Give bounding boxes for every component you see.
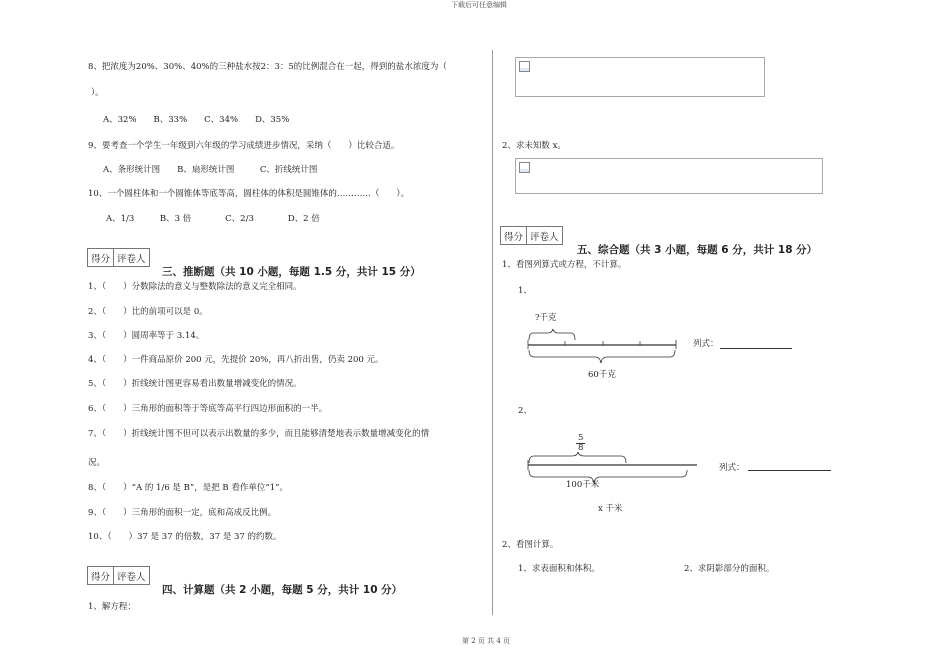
section-5-title: 五、综合题（共 3 小题，每题 6 分，共计 18 分） <box>577 244 818 256</box>
score-box-3 <box>87 248 150 267</box>
problem-2-1: 1、求表面积和体积。 <box>518 564 600 574</box>
diagram-1-bottom-label: 60千克 <box>588 370 616 380</box>
problem-1: 1、看图列算式或方程，不计算。 <box>502 260 627 270</box>
score-box-5 <box>500 226 563 245</box>
equation-image-placeholder <box>515 158 823 194</box>
diagram-1-answer-line <box>720 348 792 349</box>
diagram-2-formula-label: 列式： <box>719 463 745 473</box>
question-8-options: A、32% B、33% C、34% D、35% <box>103 115 290 125</box>
page-footer: 第 2 页 共 4 页 <box>462 637 511 645</box>
broken-image-icon <box>519 61 530 72</box>
grader-label: 评卷人 <box>113 567 149 584</box>
judge-item: 6、（ ）三角形的面积等于等底等高平行四边形面积的一半。 <box>88 404 328 414</box>
calc-2: 2、求未知数 x。 <box>502 141 566 151</box>
section-4-title: 四、计算题（共 2 小题，每题 5 分，共计 10 分） <box>162 584 403 596</box>
judge-item: 3、（ ）圆周率等于 3.14。 <box>88 331 205 341</box>
problem-1-1: 1、 <box>518 286 532 296</box>
score-label: 得分 <box>91 253 111 265</box>
equation-image-placeholder <box>515 57 765 97</box>
grader-label: 评卷人 <box>113 249 149 266</box>
judge-item: 2、（ ）比的前项可以是 0。 <box>88 307 208 317</box>
fraction-numerator: 5 <box>578 433 584 443</box>
calc-1: 1、解方程： <box>88 602 136 612</box>
segment-diagram-2 <box>520 450 700 495</box>
question-9-options: A、条形统计图 B、扇形统计图 C、折线统计图 <box>103 165 318 175</box>
judge-item: 5、（ ）折线统计图更容易看出数量增减变化的情况。 <box>88 379 302 389</box>
question-9: 9、要考查一个学生一年级到六年级的学习成绩进步情况，采纳（ ）比较合适。 <box>88 141 400 151</box>
score-box-4 <box>87 566 150 585</box>
diagram-2-bottom-label: x 千米 <box>598 504 623 514</box>
score-label: 得分 <box>504 231 524 243</box>
header-note: 下载后可任意编辑 <box>451 1 507 9</box>
judge-item: 1、（ ）分数除法的意义与整数除法的意义完全相同。 <box>88 282 302 292</box>
diagram-2-answer-line <box>748 470 831 471</box>
grader-label: 评卷人 <box>526 227 562 244</box>
judge-item-cont: 况。 <box>88 458 106 468</box>
problem-2-2: 2、求阴影部分的面积。 <box>684 564 775 574</box>
diagram-1-top-label: ?千克 <box>535 313 557 323</box>
question-10-options: A、1/3 B、3 倍 C、2/3 D、2 倍 <box>106 214 320 224</box>
broken-image-icon <box>519 162 530 173</box>
judge-item: 10、（ ）37 是 37 的倍数，37 是 37 的约数。 <box>88 532 282 542</box>
question-8: 8、把浓度为20%、30%、40%的三种盐水按2：3：5的比例混合在一起，得到的盐水浓度为（ <box>88 62 447 72</box>
diagram-2-mid-label: 100千米 <box>566 480 600 490</box>
problem-1-2: 2、 <box>518 406 532 416</box>
judge-item: 8、（ ）“A 的 1/6 是 B”，是把 B 看作单位“1”。 <box>88 483 288 493</box>
column-divider <box>492 50 493 615</box>
problem-2: 2、看图计算。 <box>502 540 559 550</box>
question-8-cont: ）。 <box>91 88 104 98</box>
fraction-denominator: 8 <box>578 443 584 453</box>
section-3-title: 三、推断题（共 10 小题，每题 1.5 分，共计 15 分） <box>162 266 421 278</box>
diagram-1-formula-label: 列式： <box>693 339 719 349</box>
judge-item: 4、（ ）一件商品原价 200 元，先提价 20%，再八折出售，仍卖 200 元。 <box>88 355 384 365</box>
judge-item: 9、（ ）三角形的面积一定，底和高成反比例。 <box>88 508 277 518</box>
judge-item: 7、（ ）折线统计图不但可以表示出数量的多少，而且能够清楚地表示数量增减变化的情 <box>88 429 430 439</box>
score-label: 得分 <box>91 571 111 583</box>
question-10: 10、一个圆柱体和一个圆锥体等底等高，圆柱体的体积是圆锥体的…………（ ）。 <box>88 189 410 199</box>
